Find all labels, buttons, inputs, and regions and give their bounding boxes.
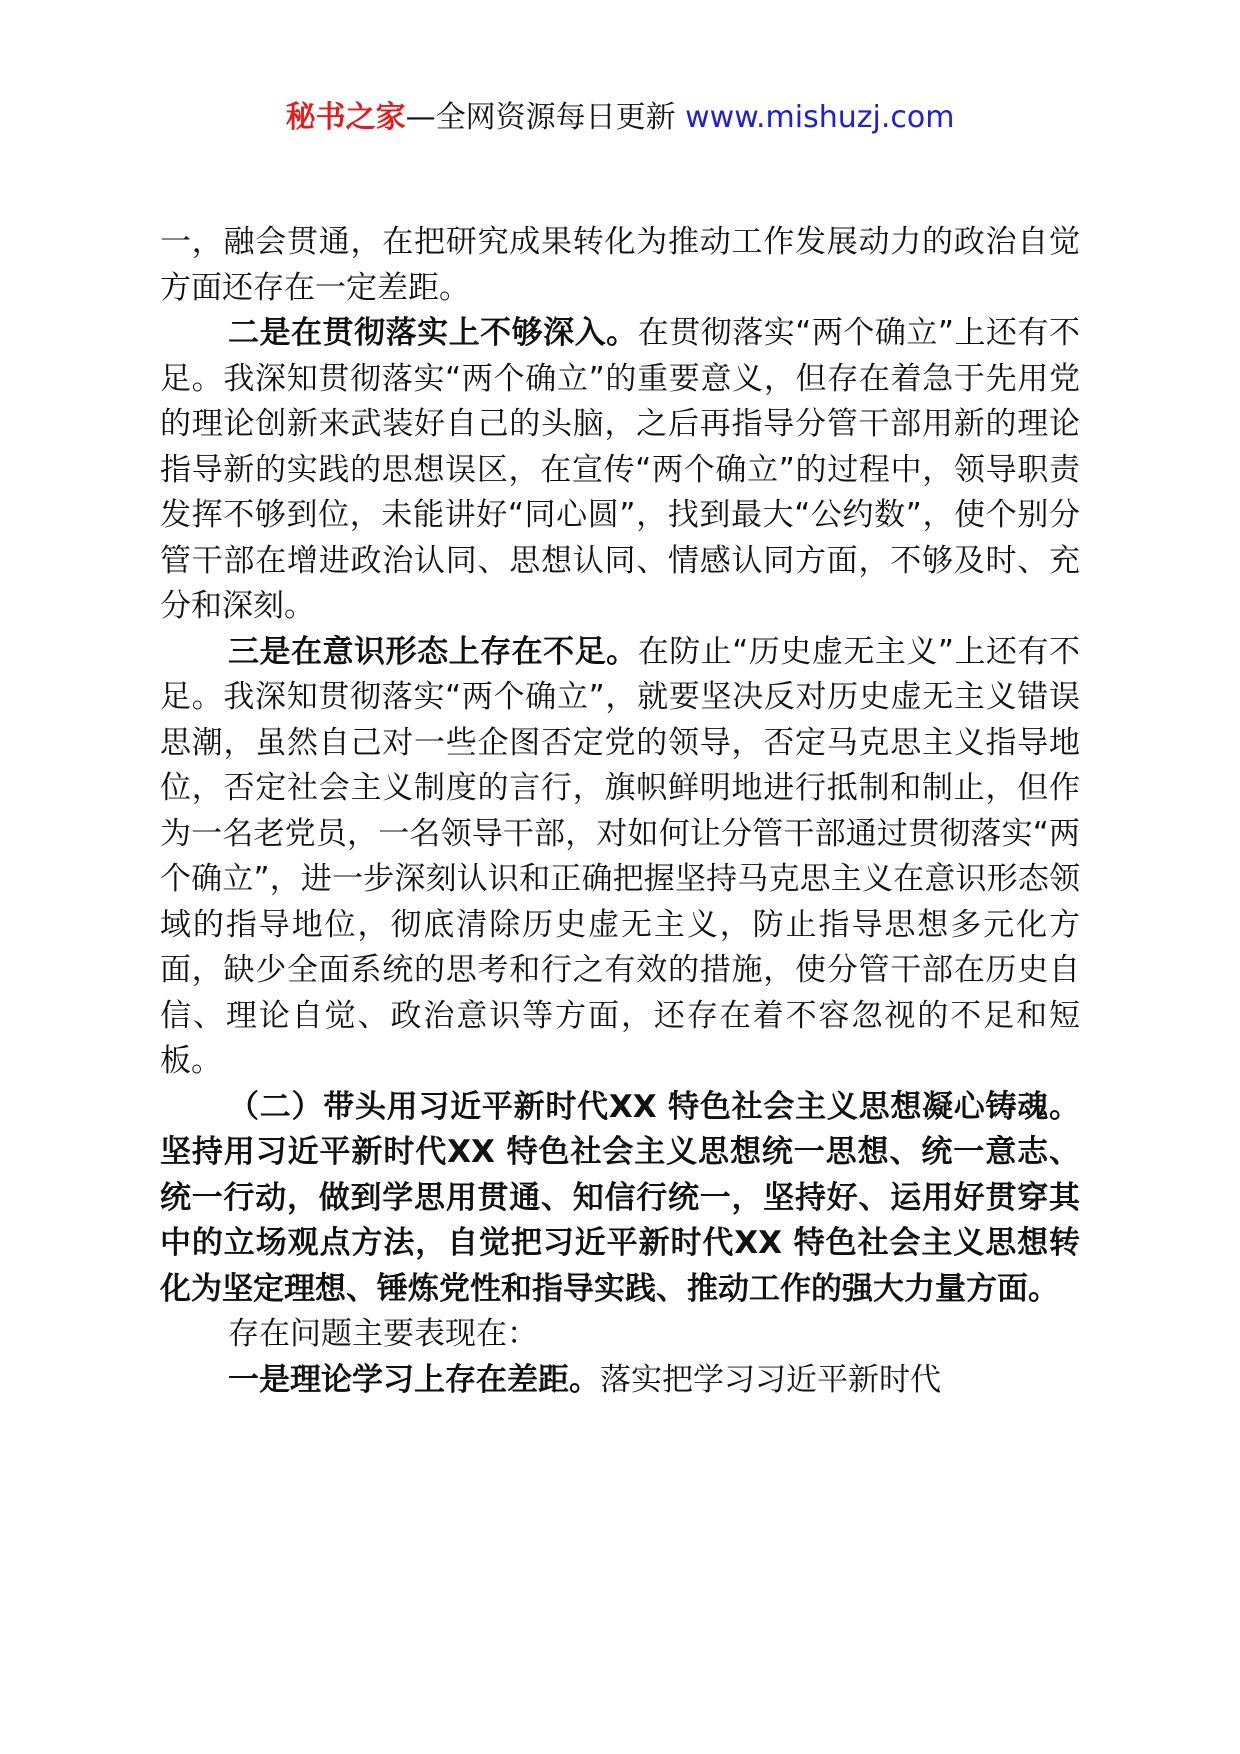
paragraph-lead: 一是理论学习上存在差距。	[228, 1361, 600, 1398]
paragraph-point-one	[160, 1358, 1080, 1404]
paragraph-point-two	[160, 311, 1080, 630]
paragraph-text: 在防止“历史虚无主义”上还有不足。我深知贯彻落实“两个确立”，就要坚决反对历史虚无主义错误思潮，虽然自己对一些企图否定党的领导，否定马克思主义指导地位，否定社会主义制度的言行，旗帜鲜明地进行抵制和制止，但作为一名老党员，一名领导干部，对如何让分管干部通过贯彻落实“两个确立”，进一步深刻认识和正确把握坚持马克思主义在意识形态领域的指导地位，彻底清除历史虚无主义，防止指导思想多元化方面，缺少全面系统的思考和行之有效的措施，使分管干部在历史自信、理论自觉、政治意识等方面，还存在着不容忽视的不足和短板。	[160, 633, 1081, 1079]
section-heading: （二）带头用习近平新时代XX 特色社会主义思想凝心铸魂。坚持用习近平新时代XX 特色社会主义思想统一思想、统一意志、统一行动，做到学思用贯通、知信行统一，坚持好、运用好贯穿其中的立场观点方法，自觉把习近平新时代XX 特色社会主义思想转化为坚定理想、锤炼党性和指导实践、推动工作的强大力量方面。	[160, 1088, 1080, 1307]
paragraph-text: 一，融会贯通，在把研究成果转化为推动工作发展动力的政治自觉方面还存在一定差距。	[160, 224, 1080, 306]
paragraph-lead: 三是在意识形态上存在不足。	[228, 633, 638, 670]
paragraph-text: 落实把学习习近平新时代	[600, 1361, 941, 1398]
header-brand: 秘书之家	[285, 100, 406, 135]
document-body	[160, 220, 1080, 1403]
paragraph-lead: 二是在贯彻落实上不够深入。	[228, 315, 638, 351]
paragraph-point-three	[160, 630, 1080, 1085]
paragraph-text: 在贯彻落实“两个确立”上还有不足。我深知贯彻落实“两个确立”的重要意义，但存在着急于先用党的理论创新来武装好自己的头脑，之后再指导分管干部用新的理论指导新的实践的思想误区，在宣传“两个确立”的过程中，领导职责发挥不够到位，未能讲好“同心圆”，找到最大“公约数”，使个别分管干部在增进政治认同、思想认同、情感认同方面，不够及时、充分和深刻。	[160, 315, 1081, 624]
header-url-link[interactable]: www.mishuzj.com	[685, 100, 955, 135]
paragraph-continuation	[160, 220, 1080, 311]
paragraph-intro: 存在问题主要表现在：	[228, 1316, 538, 1352]
header-slogan: —全网资源每日更新	[405, 100, 686, 135]
site-header	[0, 98, 1240, 138]
